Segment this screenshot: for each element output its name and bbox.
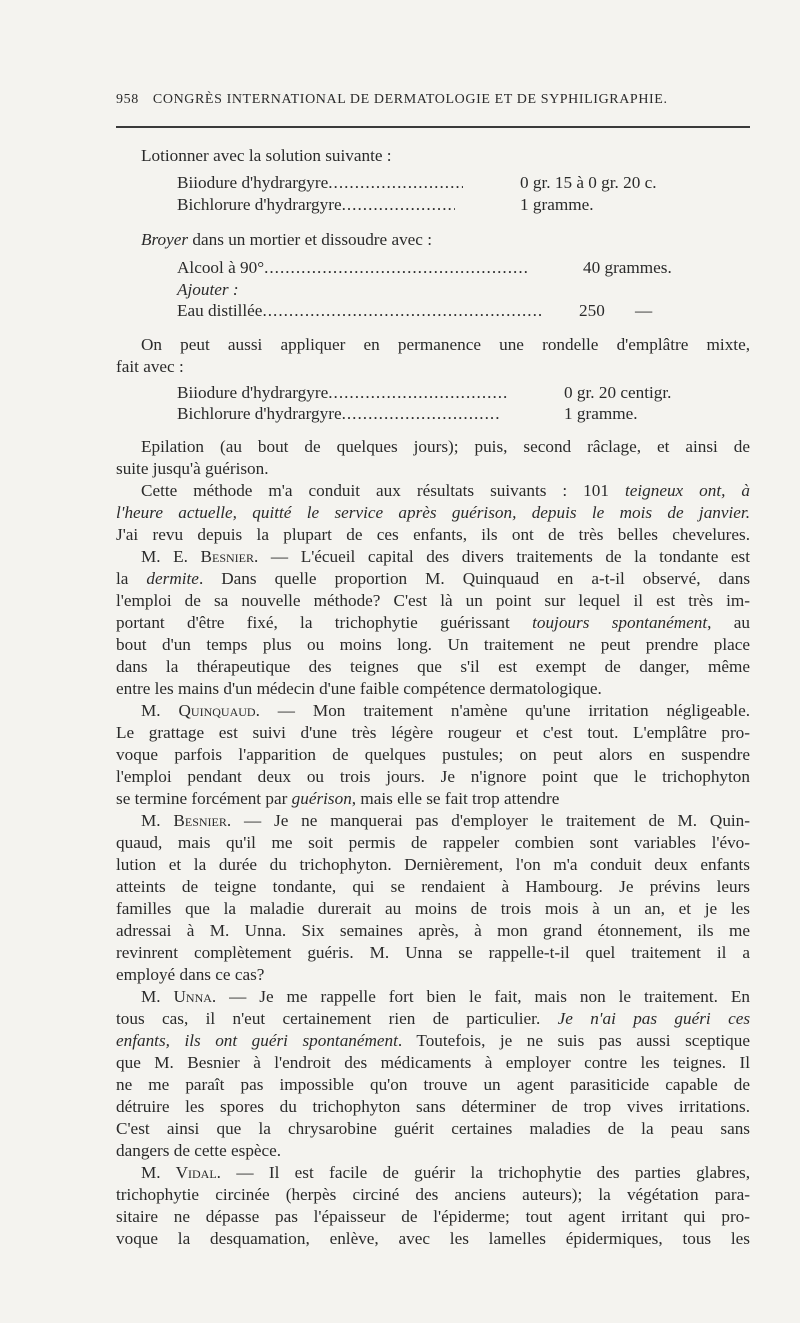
- dot-leader: [328, 172, 463, 194]
- paragraph-line: l'emploi pendant deux ou trois jours. Je n'ignore point que le trichophyton: [116, 767, 750, 786]
- text-run: tous cas, il n'eut certainement rien de particulier.: [116, 1009, 558, 1028]
- ingredient-qty: 0 gr. 20 centigr.: [564, 383, 672, 402]
- text-run: , au: [707, 613, 750, 632]
- paragraph-line: l'emploi de sa nouvelle méthode? C'est là un point sur lequel il est très im-: [116, 591, 750, 610]
- text-run: la: [116, 569, 147, 588]
- ingredient-name: Eau distillée: [177, 301, 263, 320]
- paragraph-line: C'est ainsi que la chrysarobine guérit certaines maladies de la peau sans: [116, 1119, 750, 1138]
- paragraph-line: [141, 700, 750, 722]
- speaker-name: M. Quinquaud.: [141, 701, 260, 720]
- text-run: — L'écueil capital des divers traitements de la tondante est: [258, 547, 751, 566]
- ingredient-qty: 1 gramme.: [520, 195, 594, 214]
- text-run: se termine forcément par: [116, 789, 292, 808]
- paragraph-line: suite jusqu'à guérison.: [116, 459, 269, 478]
- paragraph-line: atteints de teigne tondante, qui se rendaient à Hambourg. Je prévins leurs: [116, 877, 750, 896]
- dot-leader: [342, 194, 455, 216]
- text-run: . Dans quelle proportion M. Quinquaud en a-t-il observé, dans: [198, 569, 751, 588]
- dot-leader: [264, 257, 529, 279]
- paragraph-line: [141, 986, 750, 1008]
- page-number: 958: [116, 92, 139, 107]
- paragraph-line: revinrent complètement guéris. M. Unna se rappelle-t-il quel traitement il a: [116, 943, 750, 962]
- paragraph-line: fait avec :: [116, 357, 184, 376]
- paragraph-line: bout d'un temps plus ou moins long. Un traitement ne peut prendre place: [116, 635, 750, 654]
- paragraph-line: [116, 568, 750, 590]
- italic-run: dermite: [146, 569, 199, 588]
- italic-run: enfants, ils ont guéri spontanément: [116, 1031, 398, 1050]
- ingredient-name: Alcool à 90°: [177, 258, 265, 277]
- paragraph-line: [141, 1162, 750, 1184]
- italic-run: toujours spontanément: [532, 613, 708, 632]
- ingredient-qty: 1 gramme.: [564, 404, 638, 423]
- speaker-name: M. Unna.: [141, 987, 217, 1006]
- ingredient-name: Biiodure d'hydrargyre: [177, 173, 329, 192]
- paragraph-line: Le grattage est suivi d'une très légère rougeur et c'est tout. L'emplâtre pro-: [116, 723, 750, 742]
- text-run: — Il est facile de guérir la trichophytie des parties glabres,: [220, 1163, 751, 1182]
- paragraph-line: dans la thérapeutique des teignes que s'il est exempt de danger, même: [116, 657, 750, 676]
- ingredient-name: Bichlorure d'hydrargyre: [177, 404, 342, 423]
- italic-run: Je n'ai pas guéri ces: [557, 1009, 751, 1028]
- paragraph-line: détruire les spores du trichophyton sans déterminer de trop vives irritations.: [116, 1097, 750, 1116]
- text-run: portant d'être fixé, la trichophytie guérissant: [116, 613, 533, 632]
- ingredient-name: Bichlorure d'hydrargyre: [177, 195, 342, 214]
- paragraph-line: [116, 788, 750, 810]
- speaker-name: M. E. Besnier.: [141, 547, 259, 566]
- paragraph-line: voque la desquamation, enlève, avec les lamelles épidermiques, tous les: [116, 1229, 750, 1248]
- text-run: — Je ne manquerai pas d'employer le traitement de M. Quin-: [231, 811, 750, 830]
- paragraph-line: familles que la maladie durerait au moins de trois mois à un an, et je les: [116, 899, 750, 918]
- paragraph-line: lution et la durée du trichophyton. Dernièrement, l'on m'a conduit deux enfants: [116, 855, 750, 874]
- paragraph-line: [141, 480, 750, 502]
- dot-leader: [328, 382, 508, 404]
- formula2-intro: [141, 229, 750, 251]
- paragraph-line: employé dans ce cas?: [116, 965, 265, 984]
- paragraph-line: ne me paraît pas impossible qu'on trouve un agent parasiticide capable de: [116, 1075, 750, 1094]
- paragraph-line: [116, 1008, 750, 1030]
- paragraph-line: Epilation (au bout de quelques jours); puis, second râclage, et ainsi de: [141, 437, 750, 456]
- paragraph-line: entre les mains d'un médecin d'une faible compétence dermatologique.: [116, 679, 602, 698]
- header-rule: [116, 126, 750, 128]
- paragraph-line: [116, 612, 750, 634]
- paragraph-line: trichophytie circinée (herpès circiné des anciens auteurs); la végétation para-: [116, 1185, 750, 1204]
- paragraph-line: [141, 810, 750, 832]
- speaker-name: M. Besnier.: [141, 811, 232, 830]
- ingredient-name: Biiodure d'hydrargyre: [177, 383, 329, 402]
- paragraph-line: adressai à M. Unna. Six semaines après, à mon grand étonnement, ils me: [116, 921, 750, 940]
- dot-leader: [262, 300, 542, 322]
- paragraph-line: voque parfois l'apparition de quelques pustules; on peut alors en suspendre: [116, 745, 750, 764]
- paragraph-line: [141, 546, 750, 568]
- speaker-name: M. Vidal.: [141, 1163, 221, 1182]
- italic-run: l'heure actuelle, quitté le service après guérison, depuis le mois de janvier.: [116, 503, 750, 522]
- running-header: [116, 92, 750, 108]
- ingredient-qty: 250: [579, 301, 605, 320]
- formula1-intro: Lotionner avec la solution suivante :: [141, 146, 392, 165]
- paragraph-line: J'ai revu depuis la plupart de ces enfants, ils ont de très belles chevelures.: [116, 525, 750, 544]
- paragraph-line: que M. Besnier à l'endroit des médicaments à employer contre les teignes. Il: [116, 1053, 750, 1072]
- ajouter-label: Ajouter :: [177, 280, 239, 299]
- text-run: . Toutefois, je ne suis pas aussi sceptique: [397, 1031, 750, 1050]
- ingredient-qty: 40 grammes.: [583, 258, 672, 277]
- paragraph-line: [116, 1030, 750, 1052]
- running-title: CONGRÈS INTERNATIONAL DE DERMATOLOGIE ET DE SYPHILIGRAPHIE.: [152, 92, 668, 107]
- italic-run: teigneux ont, à: [624, 481, 750, 500]
- paragraph-line: [116, 502, 750, 524]
- ditto-dash: —: [635, 301, 653, 320]
- text-run: — Mon traitement n'amène qu'une irritation négligeable.: [259, 701, 750, 720]
- text-run: Cette méthode m'a conduit aux résultats suivants : 101: [141, 481, 625, 500]
- dot-leader: [342, 403, 500, 425]
- paragraph-line: On peut aussi appliquer en permanence une rondelle d'emplâtre mixte,: [141, 335, 750, 354]
- text-run: , mais elle se fait trop attendre: [351, 789, 560, 808]
- italic-run: guérison: [291, 789, 352, 808]
- intro-text: dans un mortier et dissoudre avec :: [188, 230, 432, 249]
- paragraph-line: sitaire ne dépasse pas l'épaisseur de l'épiderme; tout agent irritant qui pro-: [116, 1207, 750, 1226]
- ingredient-qty: 0 gr. 15 à 0 gr. 20 c.: [520, 173, 657, 192]
- italic-verb: Broyer: [141, 230, 189, 249]
- text-run: — Je me rappelle fort bien le fait, mais non le traitement. En: [216, 987, 750, 1006]
- paragraph-line: quaud, mais qu'il me soit permis de rappeler combien sont variables l'évo-: [116, 833, 750, 852]
- paragraph-line: dangers de cette espèce.: [116, 1141, 282, 1160]
